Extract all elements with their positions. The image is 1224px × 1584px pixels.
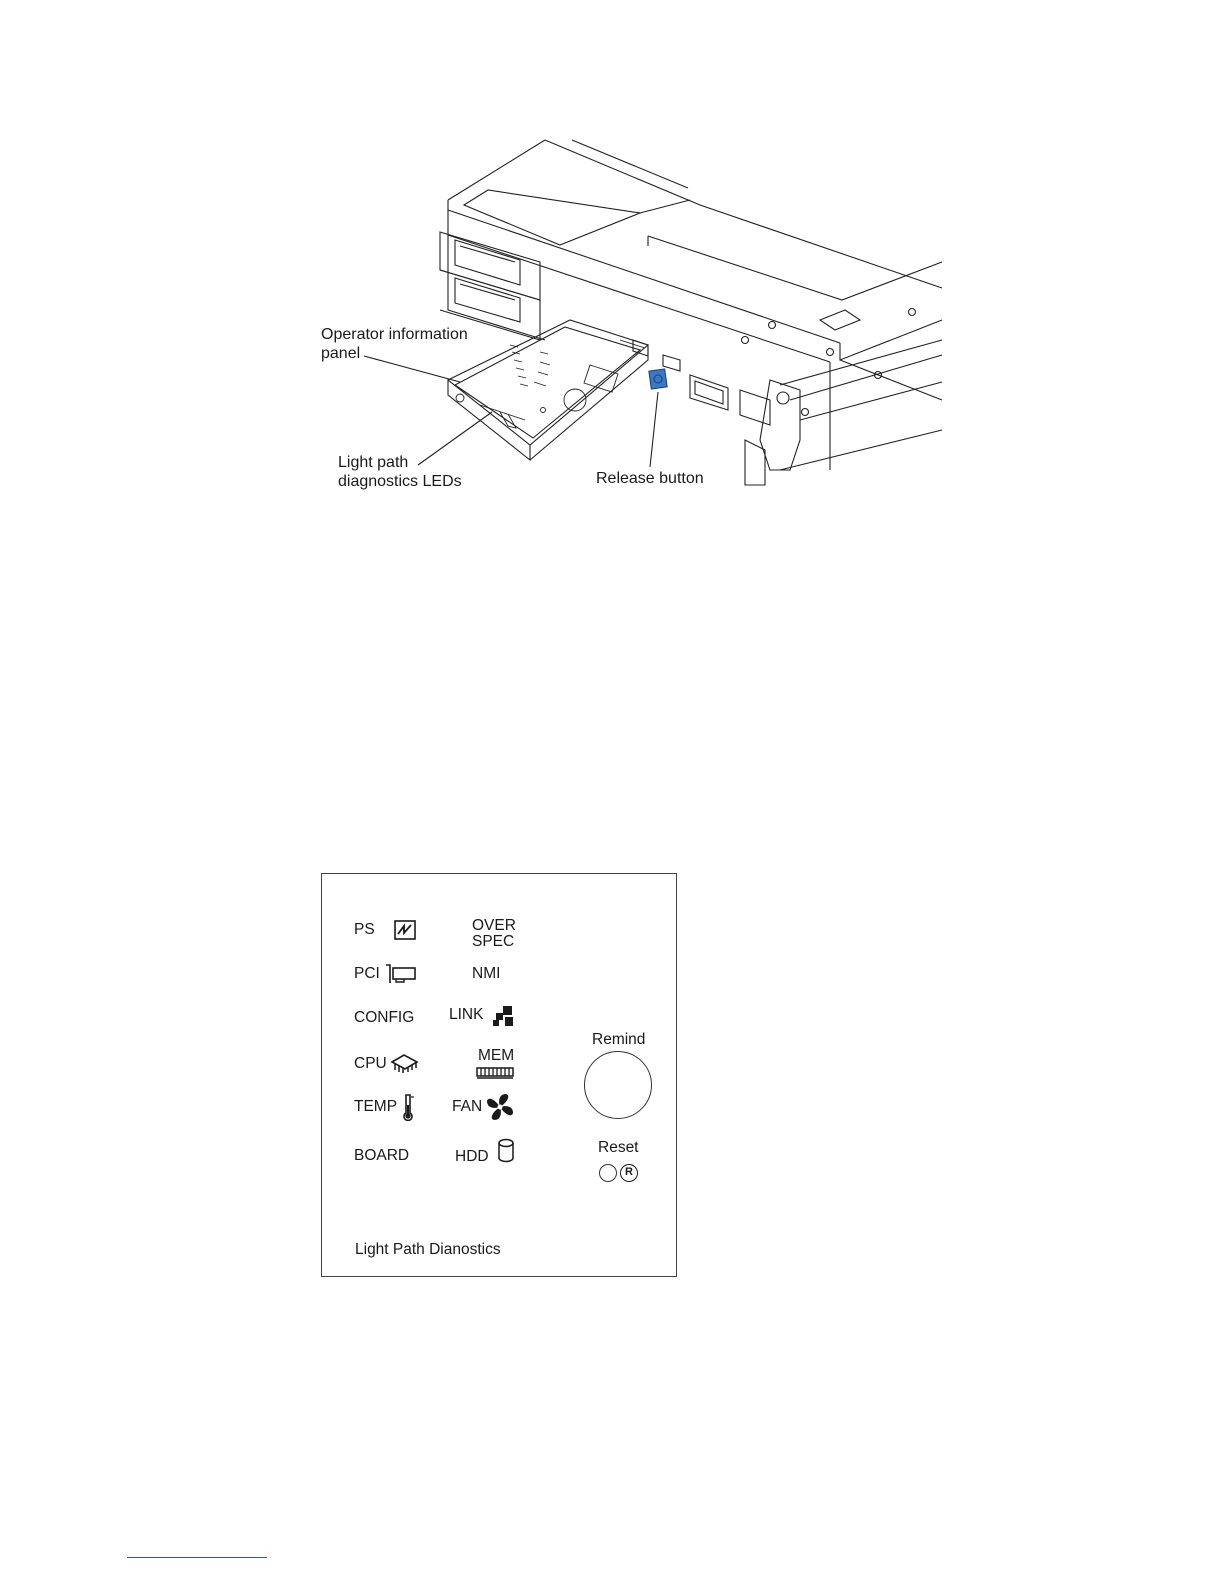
label-config: CONFIG	[354, 1009, 415, 1026]
label-remind: Remind	[592, 1031, 646, 1048]
memory-icon	[476, 1065, 514, 1079]
label-temp: TEMP	[354, 1098, 398, 1115]
fan-icon	[485, 1092, 515, 1122]
power-supply-icon	[394, 920, 416, 940]
reset-button[interactable]	[599, 1164, 617, 1182]
release-button	[649, 369, 667, 389]
label-cpu: CPU	[354, 1055, 387, 1072]
label-hdd: HDD	[455, 1148, 489, 1165]
label-mem: MEM	[478, 1047, 515, 1064]
light-path-panel	[321, 873, 677, 1277]
cpu-chip-icon	[390, 1052, 420, 1074]
callout-release-button: Release button	[596, 470, 704, 487]
page-footer-link-line	[127, 1557, 267, 1558]
label-spec: SPEC	[472, 933, 515, 950]
callout-operator-panel-line2: panel	[321, 345, 361, 362]
remind-button[interactable]	[584, 1051, 652, 1119]
callout-operator-panel-line1: Operator information	[321, 326, 468, 343]
label-fan: FAN	[452, 1098, 483, 1115]
link-icon	[492, 1005, 514, 1027]
label-board: BOARD	[354, 1147, 410, 1164]
label-link: LINK	[449, 1006, 484, 1023]
callout-led-line2: diagnostics LEDs	[338, 473, 462, 490]
label-nmi: NMI	[472, 965, 501, 982]
reset-symbol-icon: R	[620, 1164, 638, 1182]
thermometer-icon	[402, 1093, 416, 1121]
panel-footer-label: Light Path Dianostics	[355, 1241, 501, 1258]
pci-card-icon	[385, 964, 417, 984]
label-reset: Reset	[598, 1139, 639, 1156]
label-ps: PS	[354, 921, 375, 938]
label-over: OVER	[472, 917, 516, 934]
callout-led-line1: Light path	[338, 454, 409, 471]
hdd-icon	[497, 1138, 515, 1164]
label-pci: PCI	[354, 965, 380, 982]
